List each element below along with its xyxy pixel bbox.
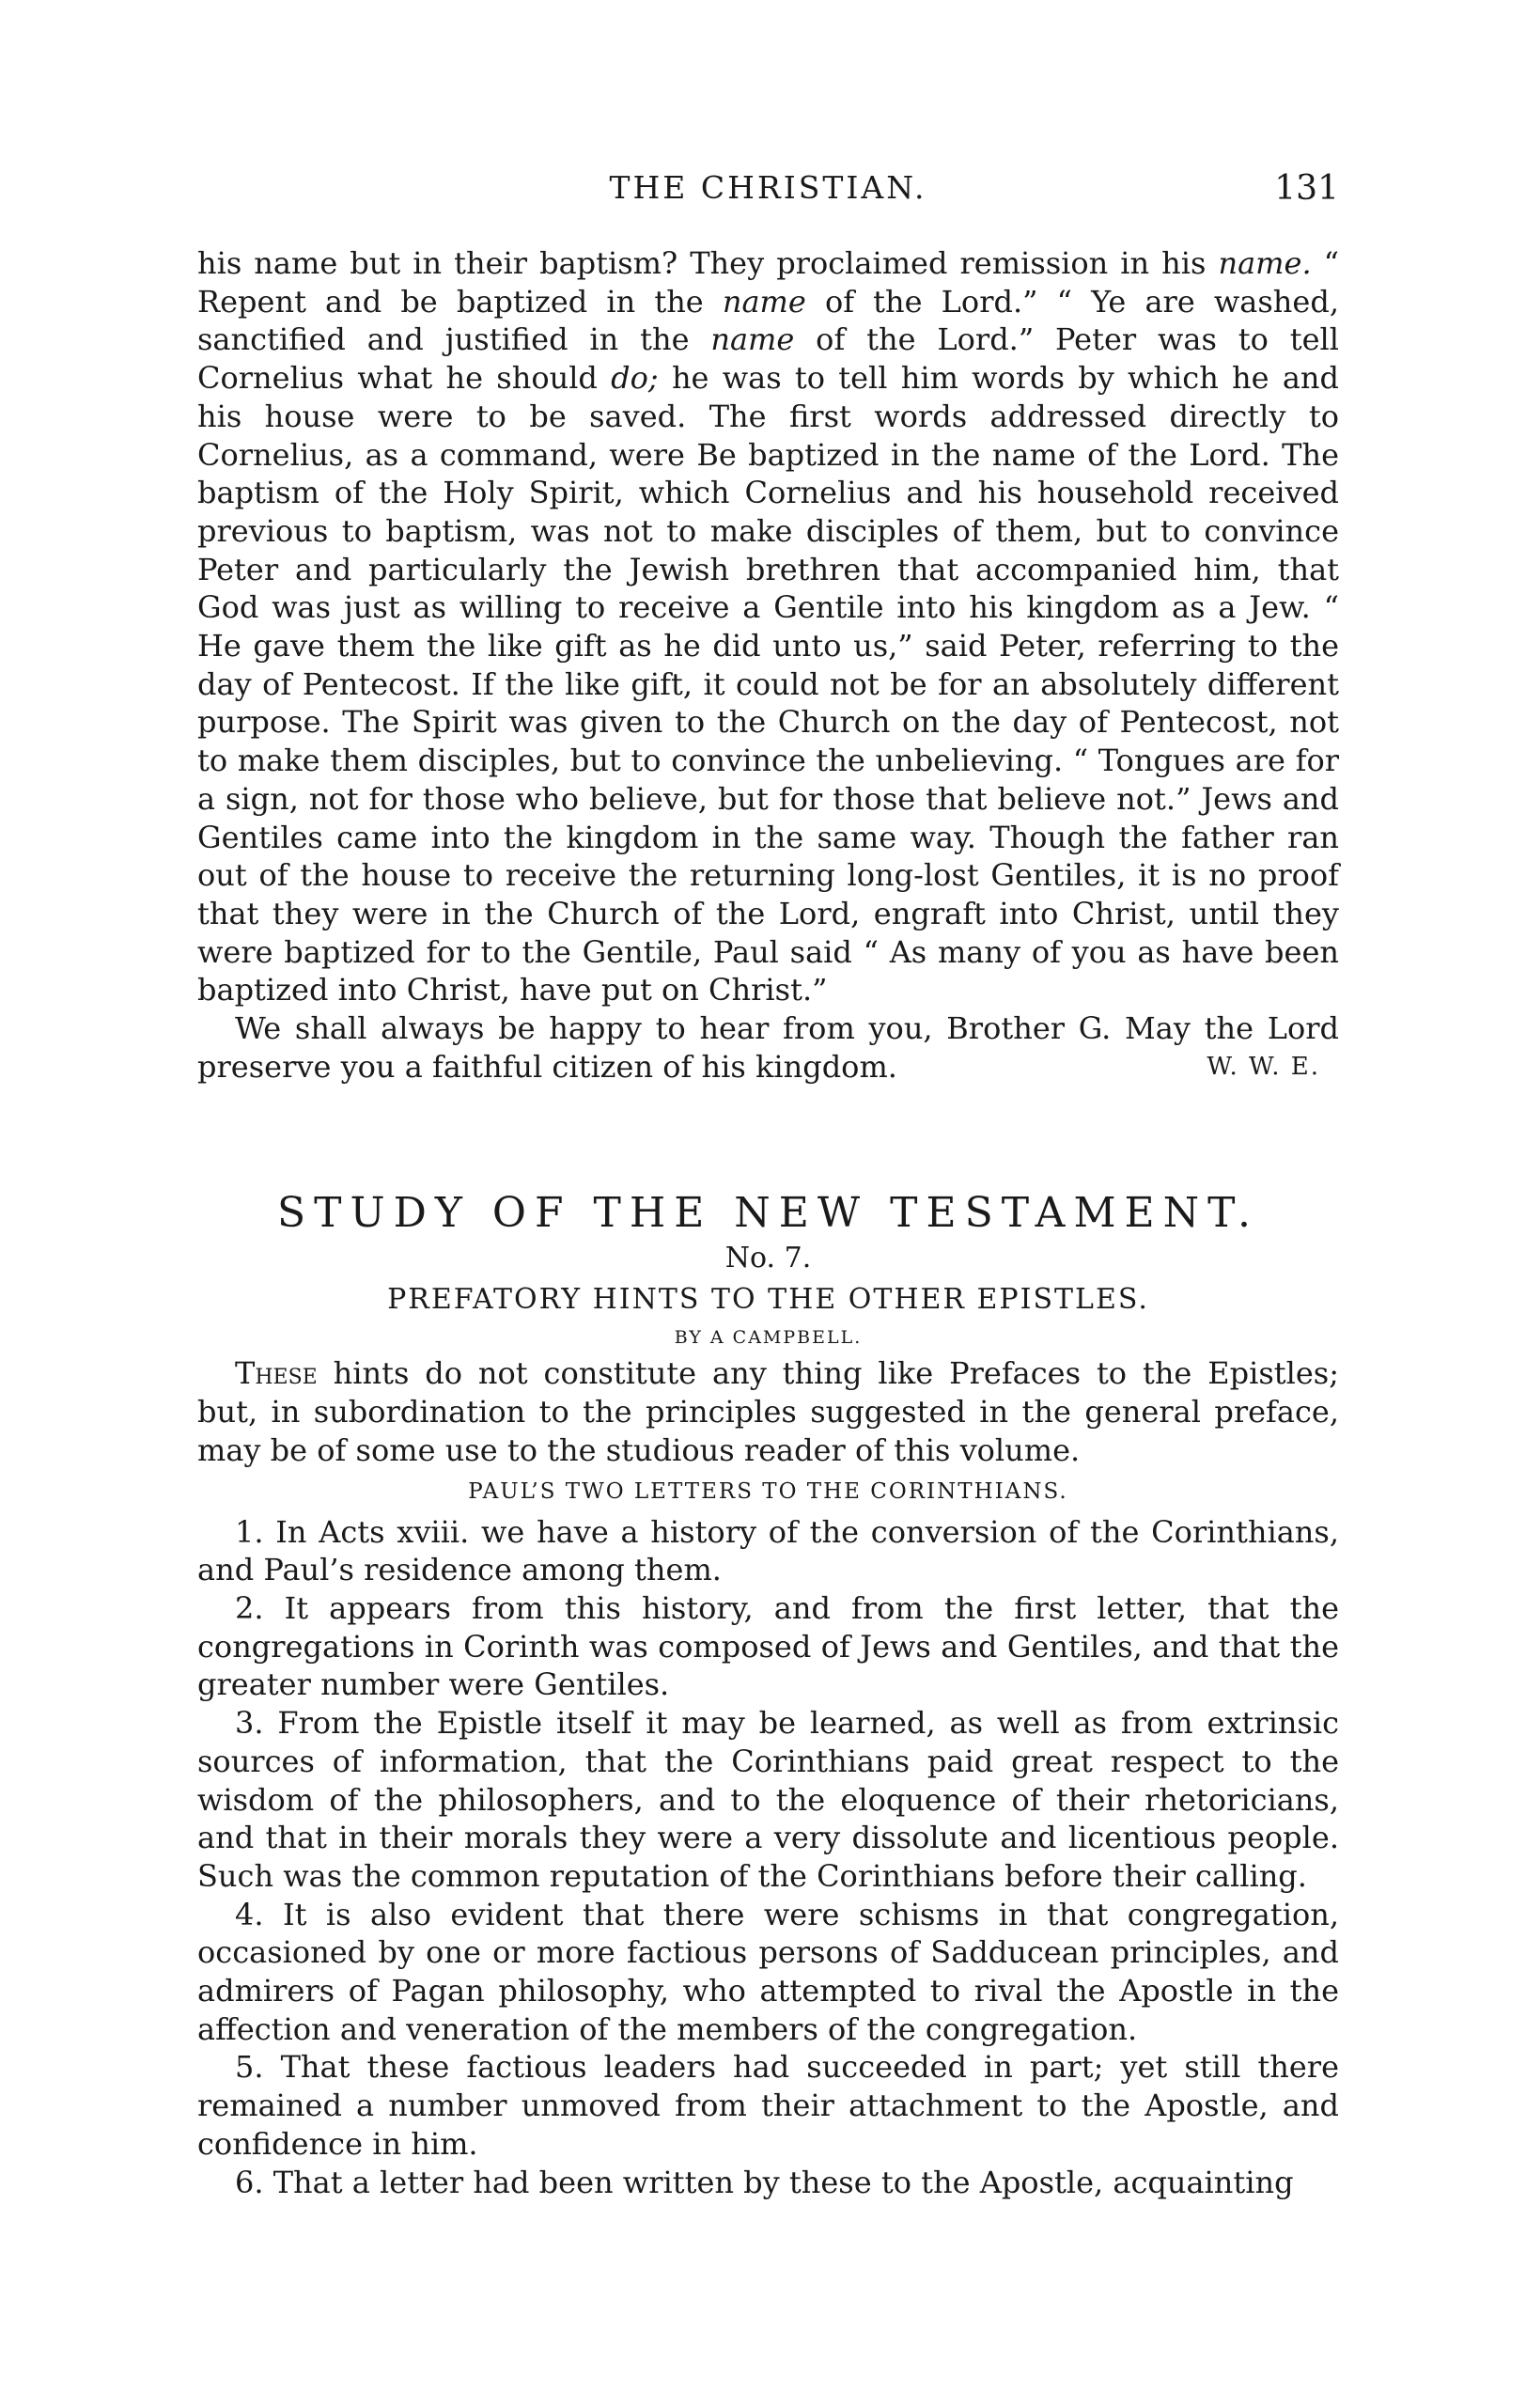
closing-paragraph bbox=[197, 1009, 1339, 1086]
numbered-paragraph: 6. That a letter had been written by these to the Apostle, acquainting bbox=[235, 2164, 1294, 2200]
text-run: of the Lord.” Peter was to tell Cornelius what he should bbox=[197, 321, 1340, 397]
intro-paragraph bbox=[197, 1354, 1339, 1469]
text-run: “ Repent and be baptized in the bbox=[197, 245, 1340, 320]
article-title: STUDY OF THE NEW TESTAMENT. bbox=[277, 1189, 1259, 1238]
text-run: his name but in their baptism? They proclaimed remission in his bbox=[197, 245, 1219, 281]
numbered-paragraph: 3. From the Epistle itself it may be learned, as well as from extrinsic sources of information, that the Corinthians paid great respect to the wisdom of the philosophers, and to the eloquence of their rhetoricians, and that in their morals they were a very dissolute and licentious people. Such was the common reputation of the Corinthians before their calling. bbox=[197, 1705, 1339, 1894]
signature: W. W. E. bbox=[1207, 1052, 1320, 1081]
numbered-paragraph: 2. It appears from this history, and from the first letter, that the congregations in Corinth was composed of Jews and Gentiles, and that the greater number were Gentiles. bbox=[197, 1589, 1339, 1703]
numbered-paragraph: 1. In Acts xviii. we have a history of the conversion of the Corinthians, and Paul’s residence among them. bbox=[197, 1513, 1339, 1588]
numbered-paragraph: 4. It is also evident that there were schisms in that congregation, occasioned by one or more factious persons of Sadducean principles, and admirers of Pagan philosophy, who attempted to rival the Apostle in the affection and veneration of the members of the congregation. bbox=[197, 1896, 1339, 2047]
text-run: he was to tell him words by which he and his house were to be saved. The first words addressed directly to Cornelius, as a command, were Be baptized in the name of the Lord. The baptism of the Holy Spirit, which Cornelius and his household received previous to baptism, was not to make disciples of them, but to convince Peter and particularly the Jewish brethren that accompanied him, that God was just as willing to receive a Gentile into his kingdom as a Jew. “ He gave them the like gift as he did unto us,” said Peter, referring to the day of Pentecost. If the like gift, it could not be for an absolutely different purpose. The Spirit was given to the Church on the day of Pentecost, not to make them disciples, but to convince the unbelieving. “ Tongues are for a sign, not for those who believe, but for those that believe not.” Jews and Gentiles came into the kingdom in the same way. Though the father ran out of the house to receive the returning long-lost Gentiles, it is no proof that they were in the Church of the Lord, engraft into Christ, until they were baptized for to the Gentile, Paul said “ As many of you as have been baptized into Christ, have put on Christ.” bbox=[197, 360, 1340, 1009]
issue-number: No. 7. bbox=[724, 1242, 812, 1275]
letter-conclusion bbox=[197, 244, 1339, 1086]
article-subtitle: PREFATORY HINTS TO THE OTHER EPISTLES. bbox=[387, 1283, 1149, 1317]
page-number: 131 bbox=[1274, 169, 1339, 208]
emphasis-text: name bbox=[710, 321, 795, 358]
emphasis-text: name bbox=[722, 283, 806, 320]
book-page bbox=[197, 169, 1339, 2201]
intro-lead-word: These bbox=[235, 1355, 318, 1392]
running-header bbox=[197, 169, 1339, 226]
emphasis-text: do; bbox=[611, 360, 659, 397]
closing-text: We shall always be happy to hear from you, Brother G. May the Lord preserve you a faithful citizen of his kingdom. bbox=[197, 1010, 1339, 1085]
section-subhead: PAUL’S TWO LETTERS TO THE CORINTHIANS. bbox=[468, 1478, 1068, 1504]
intro-text: hints do not constitute any thing like Prefaces to the Epistles; but, in subordination to the principles suggested in the general preface, may be of some use to the studious reader of this volume. bbox=[197, 1355, 1339, 1468]
letter-paragraph bbox=[197, 244, 1339, 1009]
emphasis-text: name. bbox=[1218, 245, 1312, 281]
numbered-paragraph: 5. That these factious leaders had succeeded in part; yet still there remained a number unmoved from their attachment to the Apostle, and confidence in him. bbox=[197, 2049, 1339, 2162]
running-title: THE CHRISTIAN. bbox=[609, 169, 927, 206]
byline: BY A CAMPBELL. bbox=[674, 1327, 863, 1349]
text-run: of the Lord.” “ Ye are washed, sanctified and justified in the bbox=[197, 283, 1340, 358]
